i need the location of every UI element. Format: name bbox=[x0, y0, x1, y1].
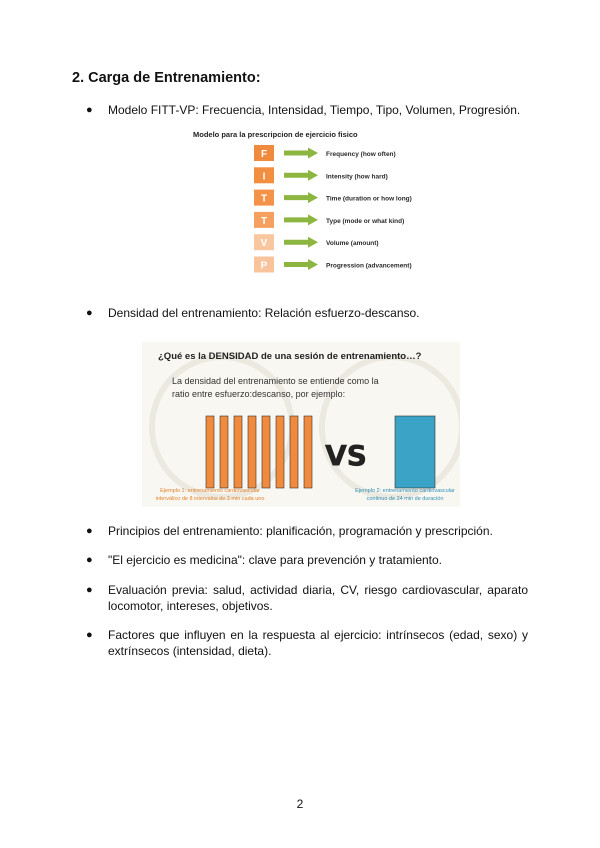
fitt-letter: T bbox=[260, 215, 268, 227]
interval-bar bbox=[206, 416, 214, 488]
interval-bar bbox=[262, 416, 270, 488]
interval-bar bbox=[220, 416, 228, 488]
fitt-title: Modelo para la prescripcion de ejercicio fisico bbox=[193, 130, 358, 139]
fitt-letter: I bbox=[262, 171, 266, 183]
interval-bar bbox=[276, 416, 284, 488]
fitt-label: Progression (advancement) bbox=[326, 262, 412, 270]
fitt-label: Intensity (how hard) bbox=[326, 173, 388, 181]
density-text-line-2: ratio entre esfuerzo:descanso, por ejemplo: bbox=[172, 389, 346, 399]
example-1-line-1: Ejemplo 1: entrenamiento cardiovascular bbox=[160, 488, 260, 494]
fitt-letter: F bbox=[260, 149, 268, 160]
bullet-dot: ● bbox=[86, 104, 93, 116]
fitt-vp-figure bbox=[190, 126, 422, 278]
fitt-label: Volume (amount) bbox=[326, 240, 379, 248]
interval-bar bbox=[304, 416, 312, 488]
bullet-dot: ● bbox=[86, 629, 93, 641]
bullet-dot: ● bbox=[86, 554, 93, 566]
bullet-dot: ● bbox=[86, 307, 93, 319]
interval-bar bbox=[290, 416, 298, 488]
example-2-line-2: continuo de 24 min de duración bbox=[366, 496, 444, 502]
arrow-icon bbox=[284, 237, 318, 248]
interval-bar bbox=[234, 416, 242, 488]
density-text-line-1: La densidad del entrenamiento se entiende como la bbox=[172, 376, 379, 386]
interval-bar bbox=[248, 416, 256, 488]
fitt-letter: P bbox=[260, 260, 268, 272]
fitt-label: Time (duration or how long) bbox=[326, 195, 412, 203]
arrow-icon bbox=[284, 170, 318, 181]
arrow-icon bbox=[284, 259, 318, 270]
density-title: ¿Qué es la DENSIDAD de una sesión de entrenamiento…? bbox=[158, 351, 422, 362]
section-heading: 2. Carga de Entrenamiento: bbox=[72, 70, 261, 86]
list-item-text: Evaluación previa: salud, actividad diaria, CV, riesgo cardiovascular, aparato locomotor, intereses, objetivos. bbox=[108, 583, 528, 613]
arrow-icon bbox=[284, 214, 318, 225]
fitt-letter: T bbox=[260, 193, 268, 205]
fitt-label: Type (mode or what kind) bbox=[326, 217, 405, 225]
list-item-text: "El ejercicio es medicina": clave para prevención y tratamiento. bbox=[108, 553, 443, 567]
list-item-text: Modelo FITT-VP: Frecuencia, Intensidad, Tiempo, Tipo, Volumen, Progresión. bbox=[108, 103, 521, 117]
example-2-line-1: Ejemplo 2: entrenamiento cardiovascular bbox=[355, 488, 455, 494]
bullet-dot: ● bbox=[86, 584, 93, 596]
fitt-label: Frequency (how often) bbox=[326, 151, 396, 158]
arrow-icon bbox=[284, 148, 318, 159]
list-item-text: Factores que influyen en la respuesta al ejercicio: intrínsecos (edad, sexo) y extrínsecos (intensidad, dieta). bbox=[108, 628, 528, 658]
example-1-line-2: interválico de 8 intervalos de 3 min cada uno bbox=[155, 496, 265, 502]
list-item-text: Densidad del entrenamiento: Relación esfuerzo-descanso. bbox=[108, 306, 420, 320]
page-number: 2 bbox=[296, 797, 304, 811]
fitt-letter: V bbox=[260, 238, 268, 250]
continuous-block bbox=[395, 416, 435, 488]
bullet-dot: ● bbox=[86, 525, 93, 537]
arrow-icon bbox=[284, 192, 318, 203]
list-item-text: Principios del entrenamiento: planificación, programación y prescripción. bbox=[108, 524, 493, 538]
density-figure bbox=[142, 342, 460, 507]
vs-label: VS bbox=[325, 439, 367, 472]
